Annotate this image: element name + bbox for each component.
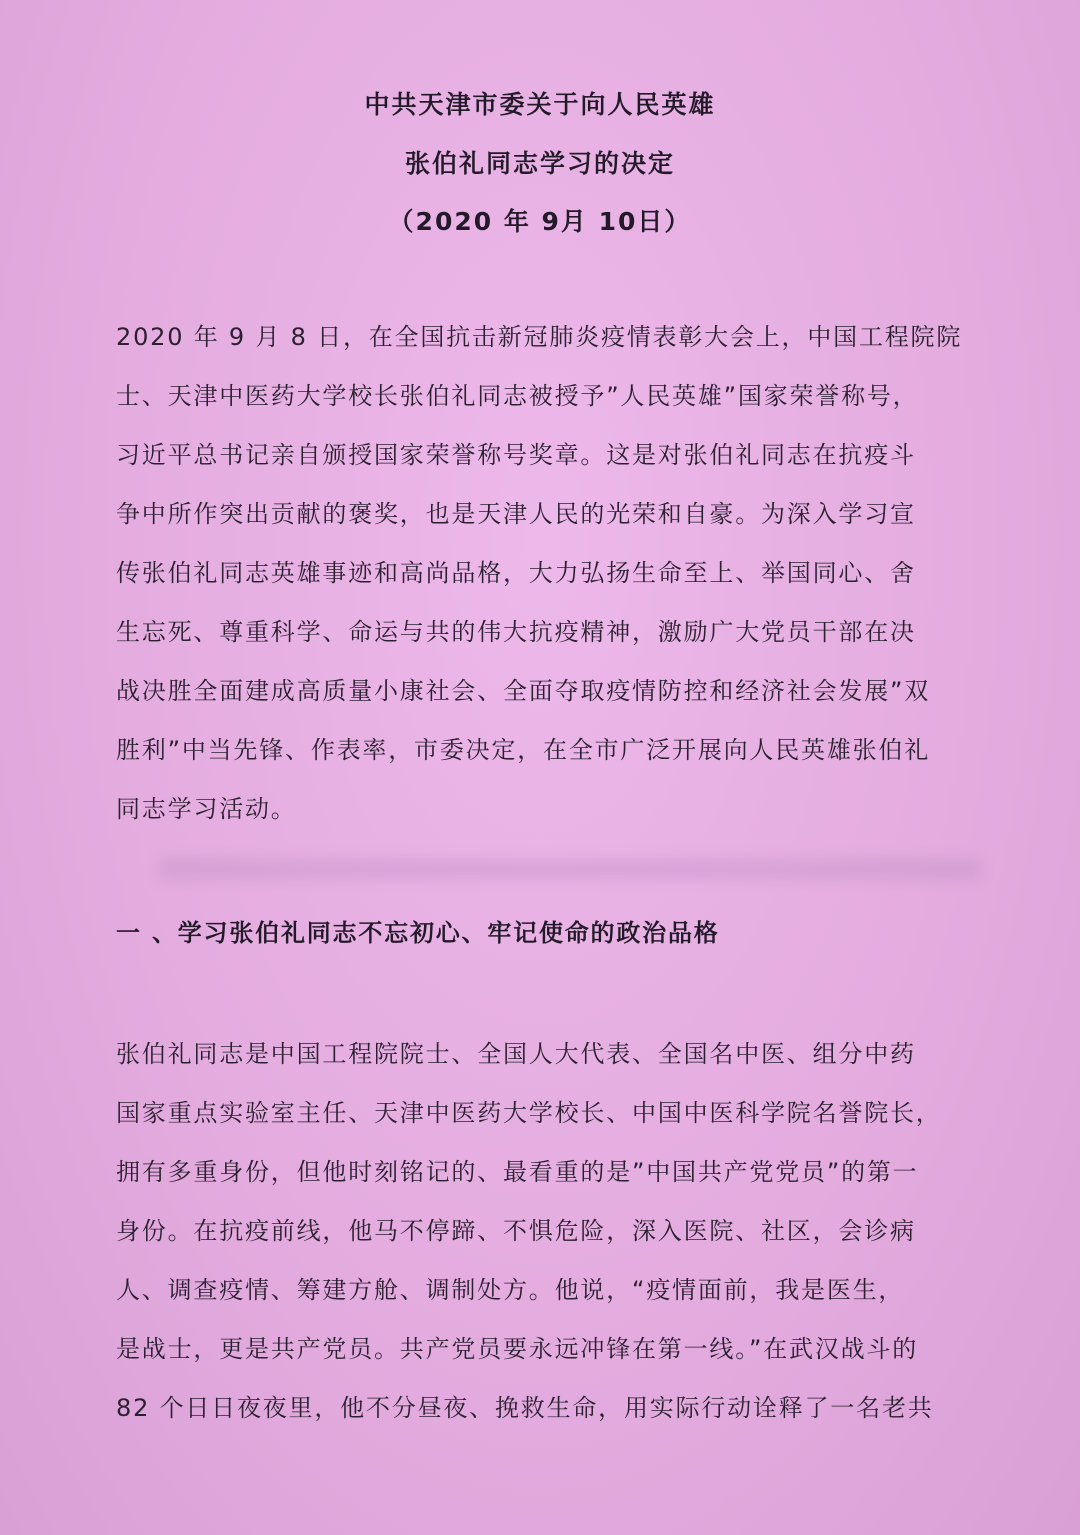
section-1-line: 是战士，更是共产党员。共产党员要永远冲锋在第一线。”在武汉战斗的 (116, 1335, 919, 1363)
section-1-line: 人、调查疫情、筹建方舱、调制处方。他说，“疫情面前，我是医生， (116, 1276, 905, 1304)
section-1-heading: 一 、学习张伯礼同志不忘初心、牢记使命的政治品格 (116, 919, 720, 947)
section-1-line: 张伯礼同志是中国工程院院士、全国人大代表、全国名中医、组分中药 (116, 1040, 916, 1068)
intro-line: 士、天津中医药大学校长张伯礼同志被授予”人民英雄”国家荣誉称号， (116, 382, 919, 410)
paper-shadow (160, 858, 980, 880)
intro-line: 传张伯礼同志英雄事迹和高尚品格，大力弘扬生命至上、举国同心、舍 (116, 559, 916, 587)
intro-line: 同志学习活动。 (116, 795, 297, 823)
intro-line: 生忘死、尊重科学、命运与共的伟大抗疫精神，激励广大党员干部在决 (116, 618, 916, 646)
intro-line: 战决胜全面建成高质量小康社会、全面夺取疫情防控和经济社会发展”双 (116, 677, 931, 705)
document-date: （2020 年 9月 10日） (388, 207, 692, 236)
intro-line: 胜利”中当先锋、作表率，市委决定，在全市广泛开展向人民英雄张伯礼 (116, 736, 931, 764)
intro-paragraph (116, 308, 1006, 839)
section-1-line: 82 个日日夜夜里，他不分昼夜、挽救生命，用实际行动诠释了一名老共 (116, 1394, 934, 1422)
document-title-line-2: 张伯礼同志学习的决定 (404, 149, 675, 178)
section-1-line: 身份。在抗疫前线，他马不停蹄、不惧危险，深入医院、社区，会诊病 (116, 1217, 916, 1245)
intro-line: 习近平总书记亲自颁授国家荣誉称号奖章。这是对张伯礼同志在抗疫斗 (116, 441, 916, 469)
intro-line: 2020 年 9 月 8 日，在全国抗击新冠肺炎疫情表彰大会上，中国工程院院 (116, 323, 963, 351)
section-1-paragraph (116, 1025, 1006, 1438)
intro-line: 争中所作突出贡献的褒奖，也是天津人民的光荣和自豪。为深入学习宣 (116, 500, 916, 528)
section-1-line: 国家重点实验室主任、天津中医药大学校长、中国中医科学院名誉院长， (116, 1099, 942, 1127)
document-title-line-1: 中共天津市委关于向人民英雄 (364, 90, 716, 119)
section-1-line: 拥有多重身份，但他时刻铭记的、最看重的是”中国共产党党员”的第一 (116, 1158, 919, 1186)
